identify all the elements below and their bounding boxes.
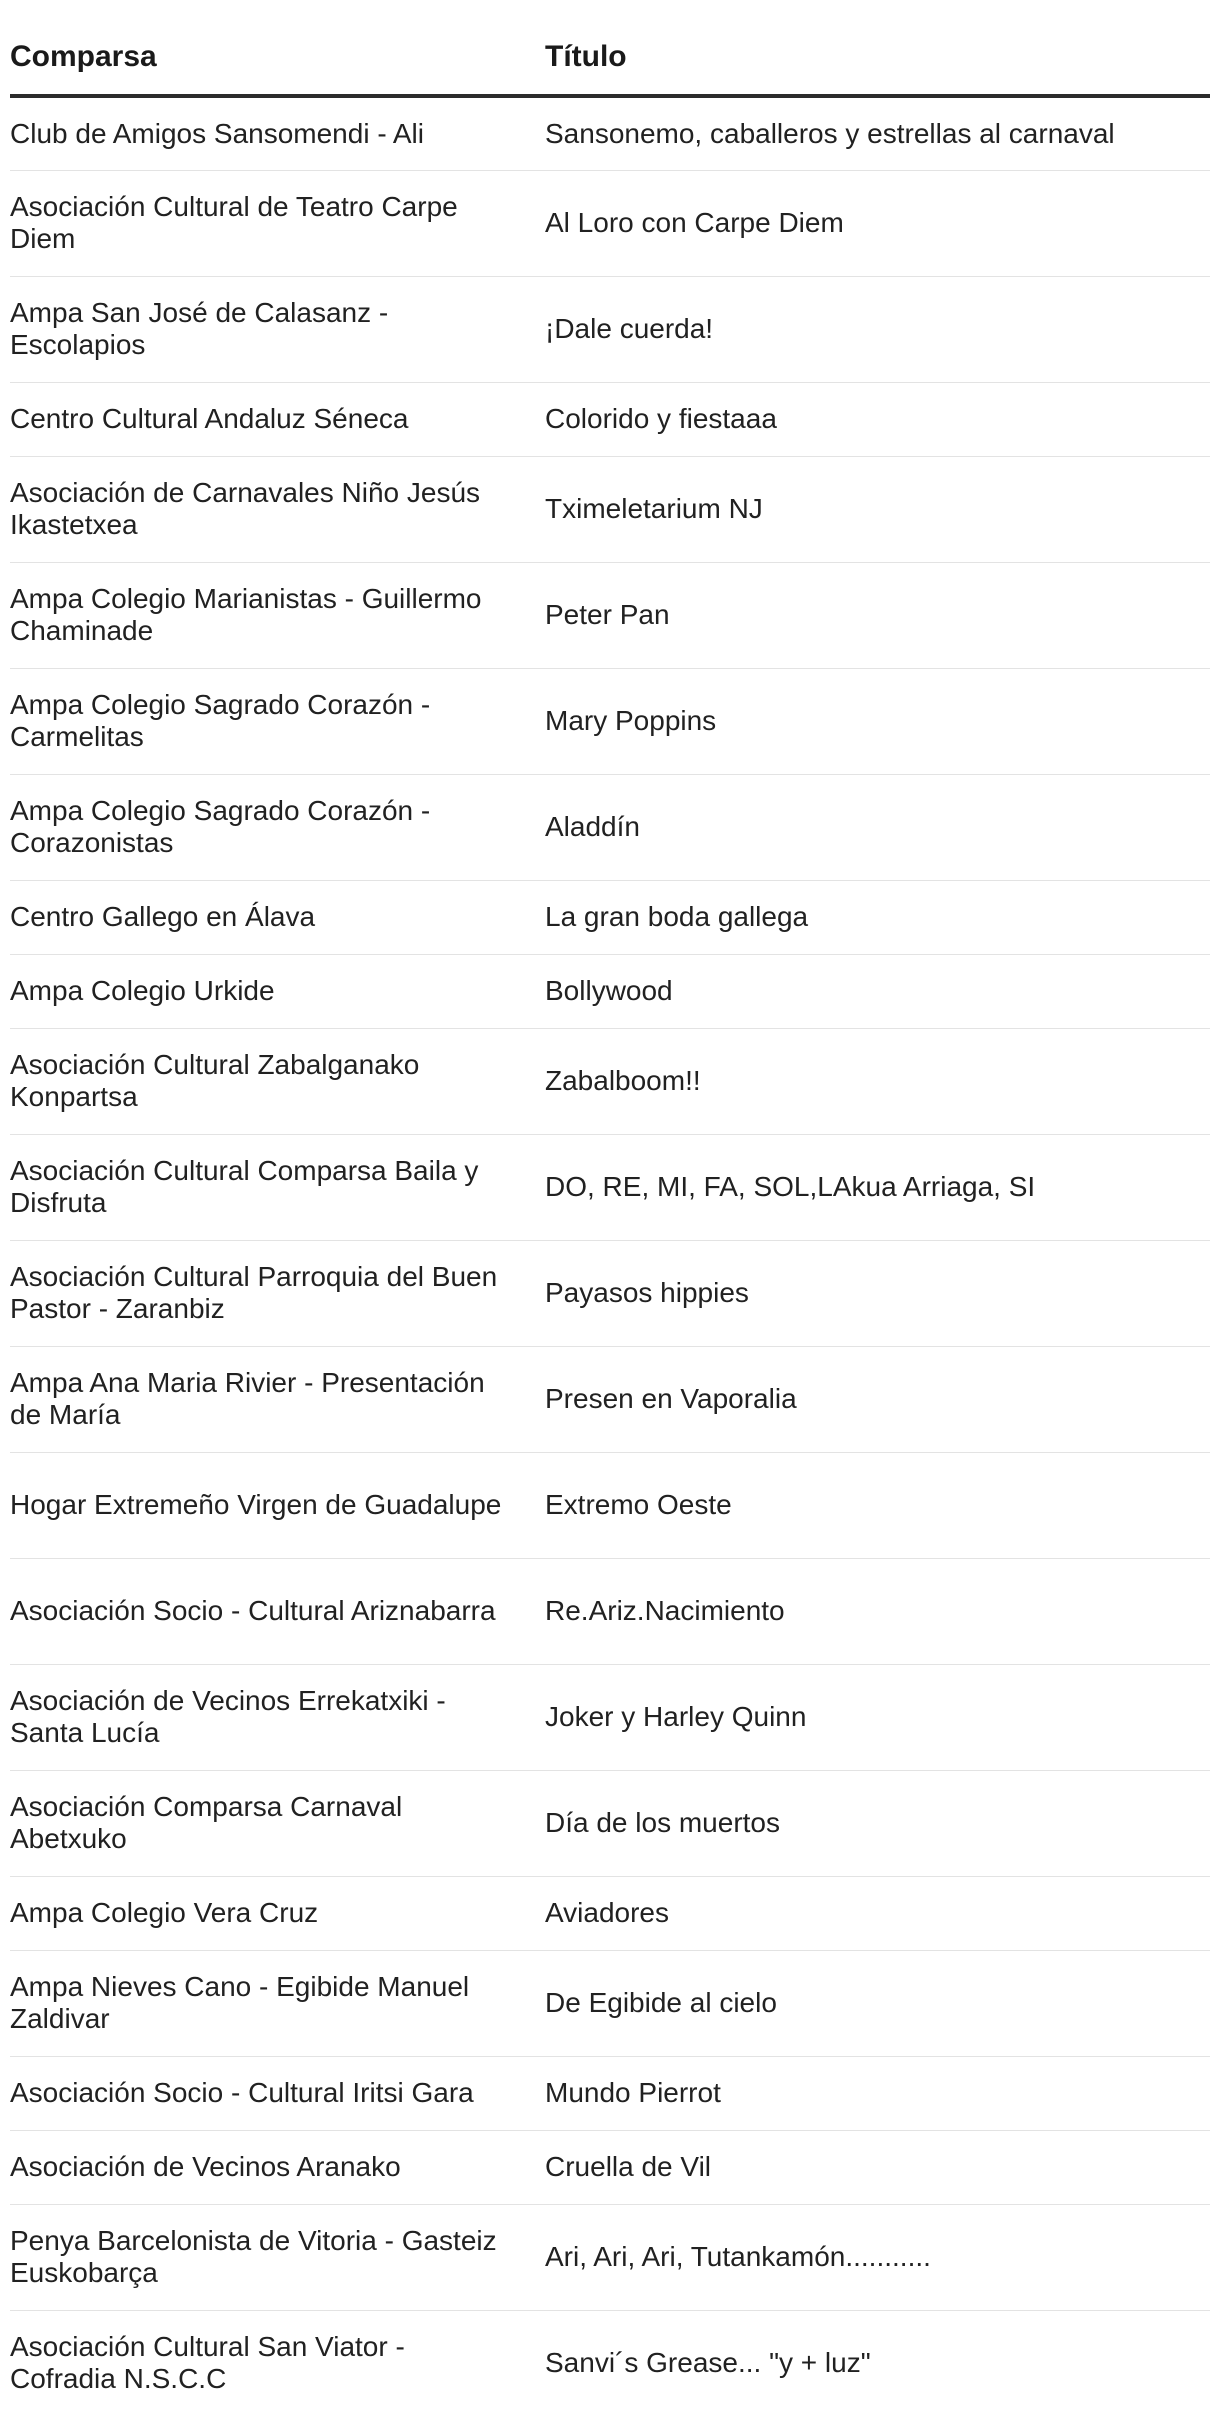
table-row [10,1346,1210,1452]
comparsa-cell: Ampa San José de Calasanz - Escolapios [10,276,545,382]
comparsa-cell: Asociación de Vecinos Aranako [10,2130,545,2204]
titulo-cell: Extremo Oeste [545,1452,1210,1558]
titulo-cell: Peter Pan [545,562,1210,668]
table-row [10,1028,1210,1134]
comparsa-cell: Asociación Cultural de Teatro Carpe Diem [10,170,545,276]
comparsa-cell: Asociación Cultural Parroquia del Buen Pastor - Zaranbiz [10,1240,545,1346]
comparsa-cell: Ampa Colegio Urkide [10,954,545,1028]
table-row [10,1876,1210,1950]
comparsa-cell: Asociación de Vecinos Errekatxiki - Santa Lucía [10,1664,545,1770]
titulo-cell: Colorido y fiestaaa [545,382,1210,456]
table-row [10,668,1210,774]
comparsa-cell: Asociación Socio - Cultural Iritsi Gara [10,2056,545,2130]
comparsa-cell: Ampa Colegio Vera Cruz [10,1876,545,1950]
table-row [10,1770,1210,1876]
comparsas-table-container [10,0,1210,2416]
titulo-cell: Ari, Ari, Ari, Tutankamón........... [545,2204,1210,2310]
titulo-cell: ¡Dale cuerda! [545,276,1210,382]
table-row [10,456,1210,562]
comparsa-cell: Ampa Colegio Marianistas - Guillermo Chaminade [10,562,545,668]
table-row [10,2130,1210,2204]
comparsa-cell: Ampa Colegio Sagrado Corazón - Carmelitas [10,668,545,774]
titulo-cell: Cruella de Vil [545,2130,1210,2204]
titulo-cell: Payasos hippies [545,1240,1210,1346]
table-row [10,2204,1210,2310]
column-header-comparsa: Comparsa [10,0,545,96]
comparsa-cell: Asociación de Carnavales Niño Jesús Ikastetxea [10,456,545,562]
comparsa-cell: Club de Amigos Sansomendi - Ali [10,96,545,170]
comparsa-cell: Asociación Cultural Comparsa Baila y Disfruta [10,1134,545,1240]
table-row [10,382,1210,456]
comparsa-cell: Penya Barcelonista de Vitoria - Gasteiz Euskobarça [10,2204,545,2310]
comparsa-cell: Ampa Nieves Cano - Egibide Manuel Zaldivar [10,1950,545,2056]
comparsa-cell: Asociación Cultural San Viator - Cofradia N.S.C.C [10,2331,405,2395]
titulo-cell: Mary Poppins [545,668,1210,774]
titulo-cell: Zabalboom!! [545,1028,1210,1134]
comparsa-cell: Hogar Extremeño Virgen de Guadalupe [10,1452,545,1558]
titulo-cell: Re.Ariz.Nacimiento [545,1558,1210,1664]
table-row [10,1452,1210,1558]
comparsa-cell: Asociación Cultural Zabalganako Konpartsa [10,1028,545,1134]
table-row [10,1950,1210,2056]
table-row [10,1134,1210,1240]
titulo-cell: De Egibide al cielo [545,1950,1210,2056]
comparsa-cell: Ampa Ana Maria Rivier - Presentación de María [10,1346,545,1452]
table-row [10,1664,1210,1770]
comparsa-cell: Centro Cultural Andaluz Séneca [10,382,545,456]
titulo-cell: Mundo Pierrot [545,2056,1210,2130]
titulo-cell: Al Loro con Carpe Diem [545,170,1210,276]
comparsa-cell: Asociación Comparsa Carnaval Abetxuko [10,1770,545,1876]
table-row [10,170,1210,276]
comparsa-cell: Asociación Socio - Cultural Ariznabarra [10,1558,545,1664]
table-row [10,2310,1210,2416]
column-header-titulo: Título [545,0,1210,96]
table-row [10,880,1210,954]
comparsa-cell: Centro Gallego en Álava [10,880,545,954]
table-header-row [10,0,1210,96]
titulo-cell: Presen en Vaporalia [545,1346,1210,1452]
table-row [10,1558,1210,1664]
table-row [10,276,1210,382]
titulo-cell: Aviadores [545,1876,1210,1950]
titulo-cell: DO, RE, MI, FA, SOL,LAkua Arriaga, SI [545,1134,1210,1240]
comparsa-cell: Ampa Colegio Sagrado Corazón - Corazonistas [10,774,545,880]
titulo-cell: Sansonemo, caballeros y estrellas al carnaval [545,96,1210,170]
table-row [10,96,1210,170]
titulo-cell: Tximeletarium NJ [545,456,1210,562]
titulo-cell: Sanvi´s Grease... "y + luz" [545,2347,871,2379]
table-row [10,2056,1210,2130]
comparsas-table [10,0,1210,2416]
titulo-cell: La gran boda gallega [545,880,1210,954]
titulo-cell: Día de los muertos [545,1770,1210,1876]
table-row [10,1240,1210,1346]
titulo-cell: Bollywood [545,954,1210,1028]
table-row [10,774,1210,880]
table-row [10,562,1210,668]
titulo-cell: Aladdín [545,774,1210,880]
table-row [10,954,1210,1028]
titulo-cell: Joker y Harley Quinn [545,1664,1210,1770]
